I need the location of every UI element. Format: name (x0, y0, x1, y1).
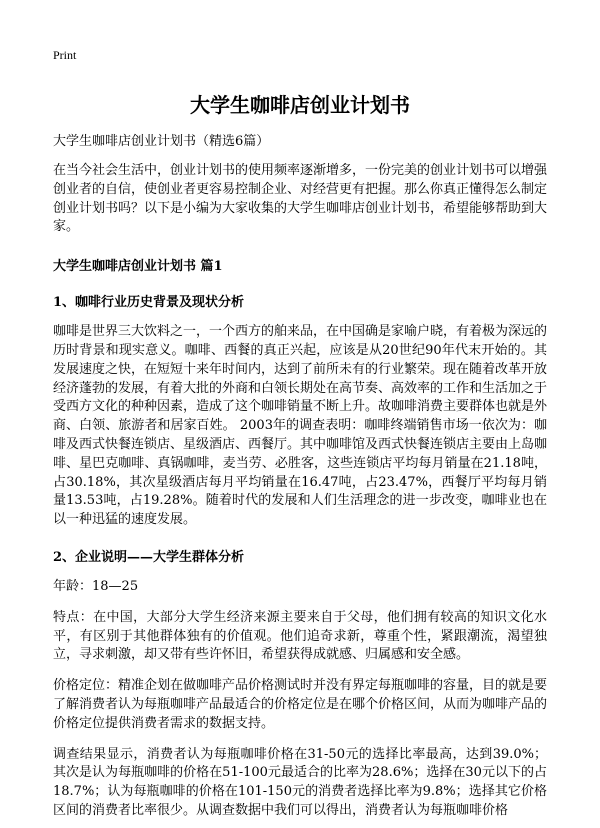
intro-paragraph: 在当今社会生活中，创业计划书的使用频率逐渐增多，一份完美的创业计划书可以增强创业者的自信，使创业者更容易控制企业、对经营更有把握。那么你真正懂得怎么制定创业计划书吗？以下是小编为大家收集的大学生咖啡店创业计划书，希望能够帮助到大家。 (53, 163, 548, 235)
traits-paragraph: 特点：在中国，大部分大学生经济来源主要来自于父母，他们拥有较高的知识文化水平，有区别于其他群体独有的价值观。他们追奇求新，尊重个性，紧跟潮流，渴望独立，寻求刺激，却又带有些许怀旧，希望获得成就感、归属感和安全感。 (53, 609, 547, 663)
survey-paragraph: 调查结果显示，消费者认为每瓶咖啡价格在31-50元的选择比率最高，达到39.0%；其次是认为每瓶咖啡的价格在51-100元最适合的比率为28.6%；选择在30元以下的占18.7%；认为每瓶咖啡的价格在101-150元的消费者选择比率为9.8%；选择其它价格区间的消费者比率很少。从调查数据中我们可以得出，消费者认为每瓶咖啡价格 (53, 746, 547, 818)
age-line: 年龄：18—25 (53, 578, 139, 594)
print-link[interactable]: Print (53, 48, 77, 62)
pricing-paragraph: 价格定位：精准企划在做咖啡产品价格测试时并没有界定每瓶咖啡的容量，目的就是要了解消费者认为每瓶咖啡产品最适合的价格定位是在哪个价格区间，从而为咖啡产品的价格定位提供消费者需求的数据支持。 (53, 678, 548, 731)
section2-heading: 2、企业说明——大学生群体分析 (53, 549, 245, 565)
article-heading: 大学生咖啡店创业计划书 篇1 (53, 259, 223, 275)
section1-paragraph: 咖啡是世界三大饮料之一，一个西方的舶来品，在中国确是家喻户晓，有着极为深远的历时背景和现实意义。咖啡、西餐的真正兴起，应该是从20世纪90年代末开始的。其发展速度之快，在短短十来年时间内，达到了前所未有的行业繁荣。现在随着改革开放经济蓬勃的发展，有着大批的外商和白领长期处在高节奏、高效率的工作和生活加之于受西方文化的种种因素，造成了这个咖啡销量不断上升。故咖啡消费主要群体也就是外商、白领、旅游者和居家百姓。 2003年的调查表明：咖啡终端销售市场一依次为：咖啡及西式快餐连锁店、星级酒店、西餐厅。其中咖啡馆及西式快餐连锁店主要由上岛咖啡、星巴克咖啡、真锅咖啡，麦当劳、必胜客，这些连锁店平均每月销量在21.18吨，占30.18%，其次星级酒店每月平均销量在16.47吨，占23.47%，西餐厅平均每月销量13.53吨，占19.28%。随着时代的发展和人们生活理念的进一步改变，咖啡业也在以一种迅猛的速度发展。 (53, 324, 548, 528)
section1-heading: 1、咖啡行业历史背景及现状分析 (53, 295, 245, 311)
document-subtitle: 大学生咖啡店创业计划书（精选6篇） (53, 134, 270, 149)
document-title: 大学生咖啡店创业计划书 (190, 93, 410, 117)
